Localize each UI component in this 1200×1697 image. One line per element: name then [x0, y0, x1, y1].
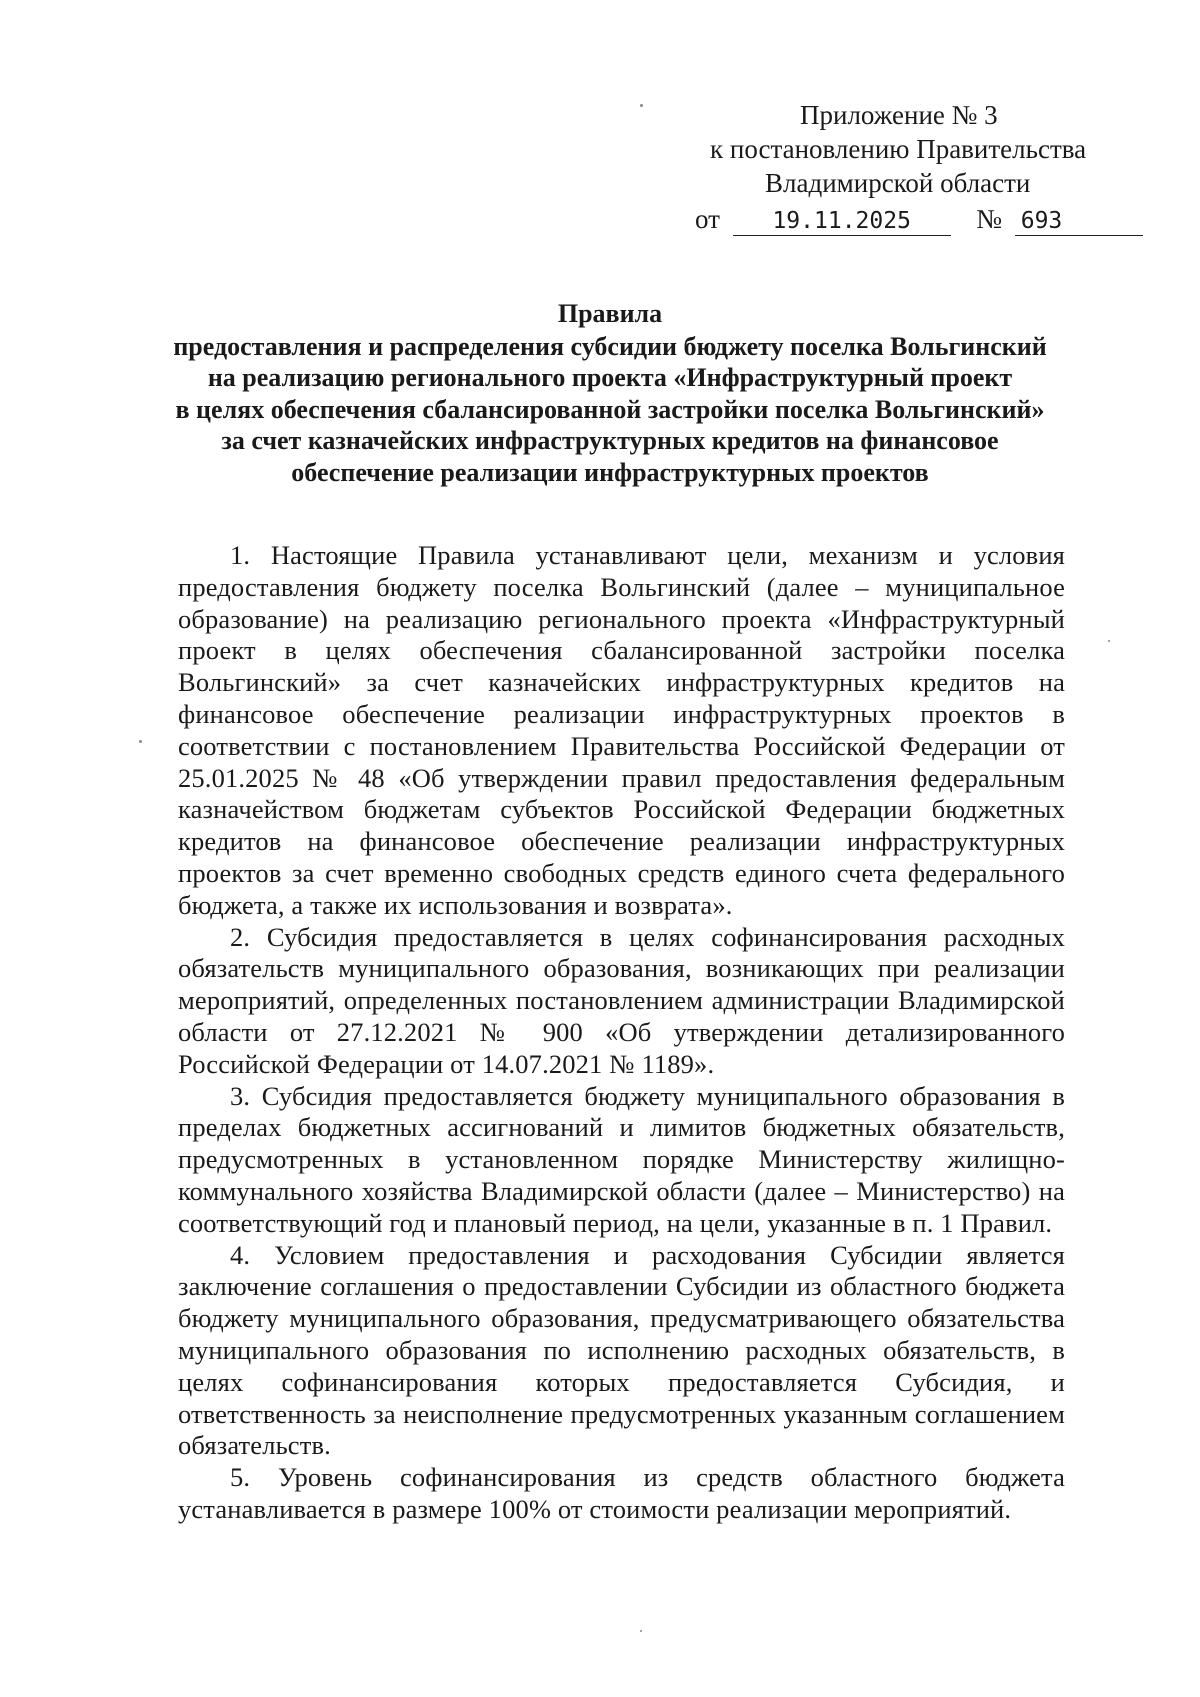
resolution-date: 19.11.2025 [733, 207, 951, 236]
appendix-number: Приложение № 3 [800, 100, 998, 130]
title-heading: Правила [557, 299, 663, 328]
resolution-number: 693 [1015, 207, 1143, 236]
appendix-region: Владимирской области [765, 168, 1031, 198]
paragraph-3: 3. Субсидия предоставляется бюджету муниципального образования в пределах бюджетных ассигнований и лимитов бюджетных обязательств, предусмотренных в установленном порядке Министерству жилищно-коммунального хозяйства Владимирской области (далее – Министерство) на соответствующий год и плановый период, на цели, указанные в п. 1 Правил. [178, 1080, 1065, 1238]
appendix-header [640, 98, 1140, 236]
date-prefix: от [695, 204, 720, 234]
scan-speck [640, 1630, 642, 1632]
document-body [178, 540, 1065, 1526]
title-line: обеспечение реализации инфраструктурных проектов [291, 457, 929, 487]
title-line: за счет казначейских инфраструктурных кредитов на финансовое [221, 426, 999, 455]
paragraph-2: 2. Субсидия предоставляется в целях софинансирования расходных обязательств муниципального образования, возникающих при реализации мероприятий, определенных постановлением администрации Владимирской области от 27.12.2021 № 900 «Об утверждении детализированного Российской Федерации от 14.07.2021 № 1189». [178, 921, 1065, 1079]
title-line: предоставления и распределения субсидии бюджету поселка Вольгинский [173, 331, 1047, 361]
appendix-reference: к постановлению Правительства [710, 134, 1087, 164]
number-prefix: № [976, 204, 1002, 234]
paragraph-5: 5. Уровень софинансирования из средств областного бюджета устанавливается в размере 100% от стоимости реализации мероприятий. [178, 1462, 1065, 1524]
date-number-line [640, 202, 1140, 236]
paragraph-1: 1. Настоящие Правила устанавливают цели, механизм и условия предоставления бюджету поселка Вольгинский (далее – муниципальное образование) на реализацию регионального проекта «Инфраструктурный проект в целях обеспечения сбалансированной застройки поселка Вольгинский» за счет казначейских инфраструктурных кредитов на финансовое обеспечение реализации инфраструктурных проектов в соответствии с постановлением Правительства Российской Федерации от 25.01.2025 № 48 «Об утверждении правил предоставления федеральным казначейством бюджетам субъектов Российской Федерации бюджетных кредитов на финансовое обеспечение реализации инфраструктурных проектов за счет временно свободных средств единого счета федерального бюджета, а также их использования и возврата». [178, 540, 1065, 920]
document-title [160, 298, 1060, 488]
paragraph-4: 4. Условием предоставления и расходования Субсидии является заключение соглашения о предоставлении Субсидии из областного бюджета бюджету муниципального образования, предусматривающего обязательства муниципального образования по исполнению расходных обязательств, в целях софинансирования которых предоставляется Субсидия, и ответственность за неисполнение предусмотренных указанным соглашением обязательств. [178, 1239, 1065, 1461]
title-line: в целях обеспечения сбалансированной застройки поселка Вольгинский» [175, 394, 1045, 424]
scan-speck [139, 740, 142, 743]
scan-speck [1108, 640, 1110, 642]
scan-speck [640, 104, 643, 107]
title-line: на реализацию регионального проекта «Инфраструктурный проект [207, 363, 1013, 392]
